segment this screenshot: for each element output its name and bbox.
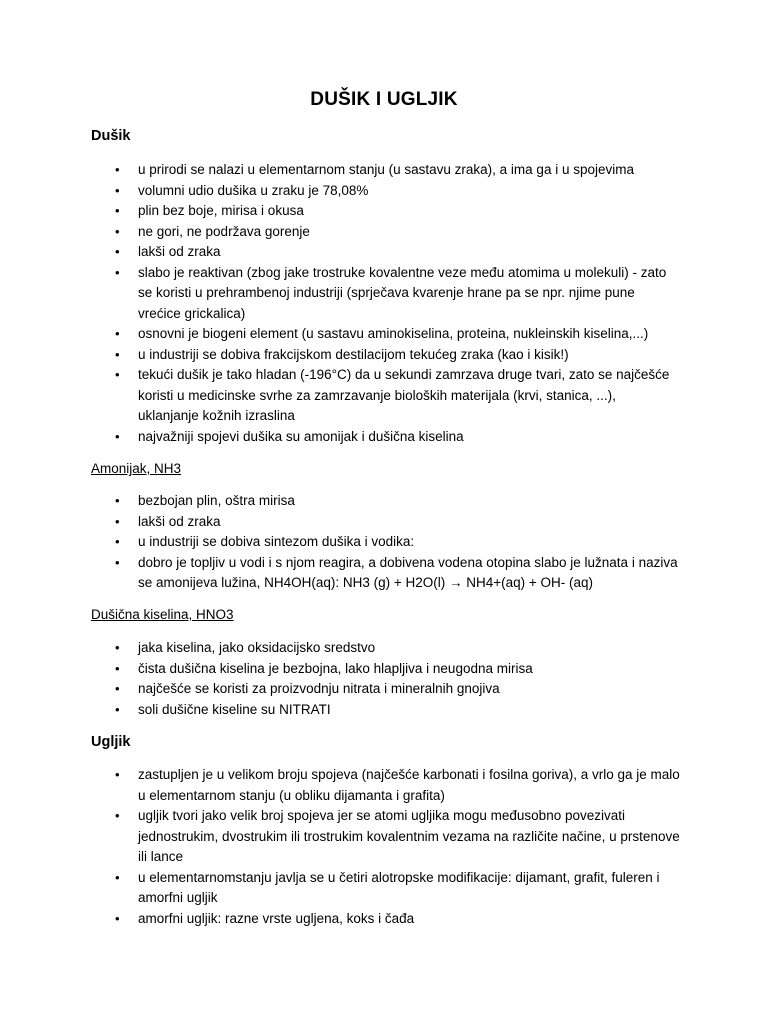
list-item: • plin bez boje, mirisa i okusa (0, 201, 768, 222)
document-title: DUŠIK I UGLJIK (310, 89, 458, 110)
section-heading-amonijak: Amonijak, NH3 (91, 461, 182, 476)
list-item: • lakši od zraka (0, 242, 768, 263)
list-item: • u industriji se dobiva sintezom dušika i vodika: (0, 532, 768, 553)
list-item: • soli dušične kiseline su NITRATI (0, 700, 768, 721)
list-item: • volumni udio dušika u zraku je 78,08% (0, 181, 768, 202)
bullet-icon: • (115, 428, 120, 444)
section-heading-dusicna-kiselina: Dušična kiselina, HNO3 (91, 607, 234, 622)
bullet-icon: • (115, 367, 120, 382)
bullet-icon: • (115, 244, 120, 259)
list-item: • lakši od zraka (0, 512, 768, 533)
bullet-icon: • (115, 346, 120, 362)
bullet-icon: • (115, 681, 120, 696)
list-dusicna-kiselina (0, 638, 768, 720)
bullet-icon: • (115, 493, 120, 508)
list-item: • ne gori, ne podržava gorenje (0, 222, 768, 243)
bullet-icon: • (115, 326, 120, 341)
list-item: • u prirodi se nalazi u elementarnom stanju (u sastavu zraka), a ima ga i u spojevima (0, 160, 768, 181)
bullet-icon: • (115, 223, 120, 239)
list-item: • najčešće se koristi za proizvodnju nitrata i mineralnih gnojiva (0, 679, 768, 700)
list-item: • tekući dušik je tako hladan (-196°C) da u sekundi zamrzava druge tvari, zato se najčešće koristi u medicinske svrhe za zamrzavanje bioloških materijala (krvi, stanica, ...), uklanjanje kožnih izraslina (115, 367, 670, 423)
bullet-icon: • (115, 182, 120, 198)
list-item: • u elementarnomstanju javlja se u četiri alotropske modifikacije: dijamant, grafit, fuleren i amorfni ugljik (115, 869, 660, 905)
list-item: • ugljik tvori jako velik broj spojeva jer se atomi ugljika mogu međusobno povezivati jednostrukim, dvostrukim ili trostrukim kovalentnim vezama na različite načine, u prstenove ili lance (115, 808, 680, 864)
list-item: • bezbojan plin, oštra mirisa (0, 491, 768, 512)
list-item: • zastupljen je u velikom broju spojeva (najčešće karbonati i fosilna goriva), a vrlo ga je malo u elementarnom stanju (u obliku dijamanta i grafita) (115, 767, 680, 803)
section-heading-dusik: Dušik (91, 128, 131, 144)
list-item: • čista dušična kiselina je bezbojna, lako hlapljiva i neugodna mirisa (0, 659, 768, 680)
bullet-icon: • (115, 640, 120, 655)
bullet-icon: • (115, 869, 120, 885)
bullet-icon: • (115, 162, 120, 177)
bullet-icon: • (115, 534, 120, 549)
list-item: • amorfni ugljik: razne vrste ugljena, koks i čađa (0, 909, 768, 930)
section-heading-ugljik: Ugljik (91, 734, 131, 750)
bullet-icon: • (115, 808, 120, 823)
bullet-icon: • (115, 701, 120, 717)
list-dusik (0, 160, 768, 447)
list-item: • jaka kiselina, jako oksidacijsko sredstvo (0, 638, 768, 659)
bullet-icon: • (115, 554, 120, 570)
bullet-icon: • (115, 203, 120, 218)
list-amonijak (0, 491, 768, 594)
list-item: • u industriji se dobiva frakcijskom destilacijom tekućeg zraka (kao i kisik!) (0, 345, 768, 366)
bullet-icon: • (115, 767, 120, 782)
bullet-icon: • (115, 264, 120, 280)
bullet-icon: • (115, 660, 120, 676)
list-item: • najvažniji spojevi dušika su amonijak i dušična kiselina (0, 427, 768, 448)
list-item: • slabo je reaktivan (zbog jake trostruke kovalentne veze među atomima u molekuli) - zato se koristi u prehrambenoj industriji (sprječava kvarenje hrane pa se npr. njime pune vrećice grickalica) (115, 264, 667, 321)
list-ugljik (0, 765, 768, 929)
list-item: • osnovni je biogeni element (u sastavu aminokiselina, proteina, nukleinskih kiselina,...) (0, 324, 768, 345)
list-item: • dobro je topljiv u vodi i s njom reagira, a dobivena vodena otopina slabo je lužnata i naziva se amonijeva lužina, NH4OH(aq): NH3 (g) + H2O(l) → NH4+(aq) + OH- (aq) (115, 554, 678, 590)
bullet-icon: • (115, 910, 120, 926)
bullet-icon: • (115, 513, 120, 529)
